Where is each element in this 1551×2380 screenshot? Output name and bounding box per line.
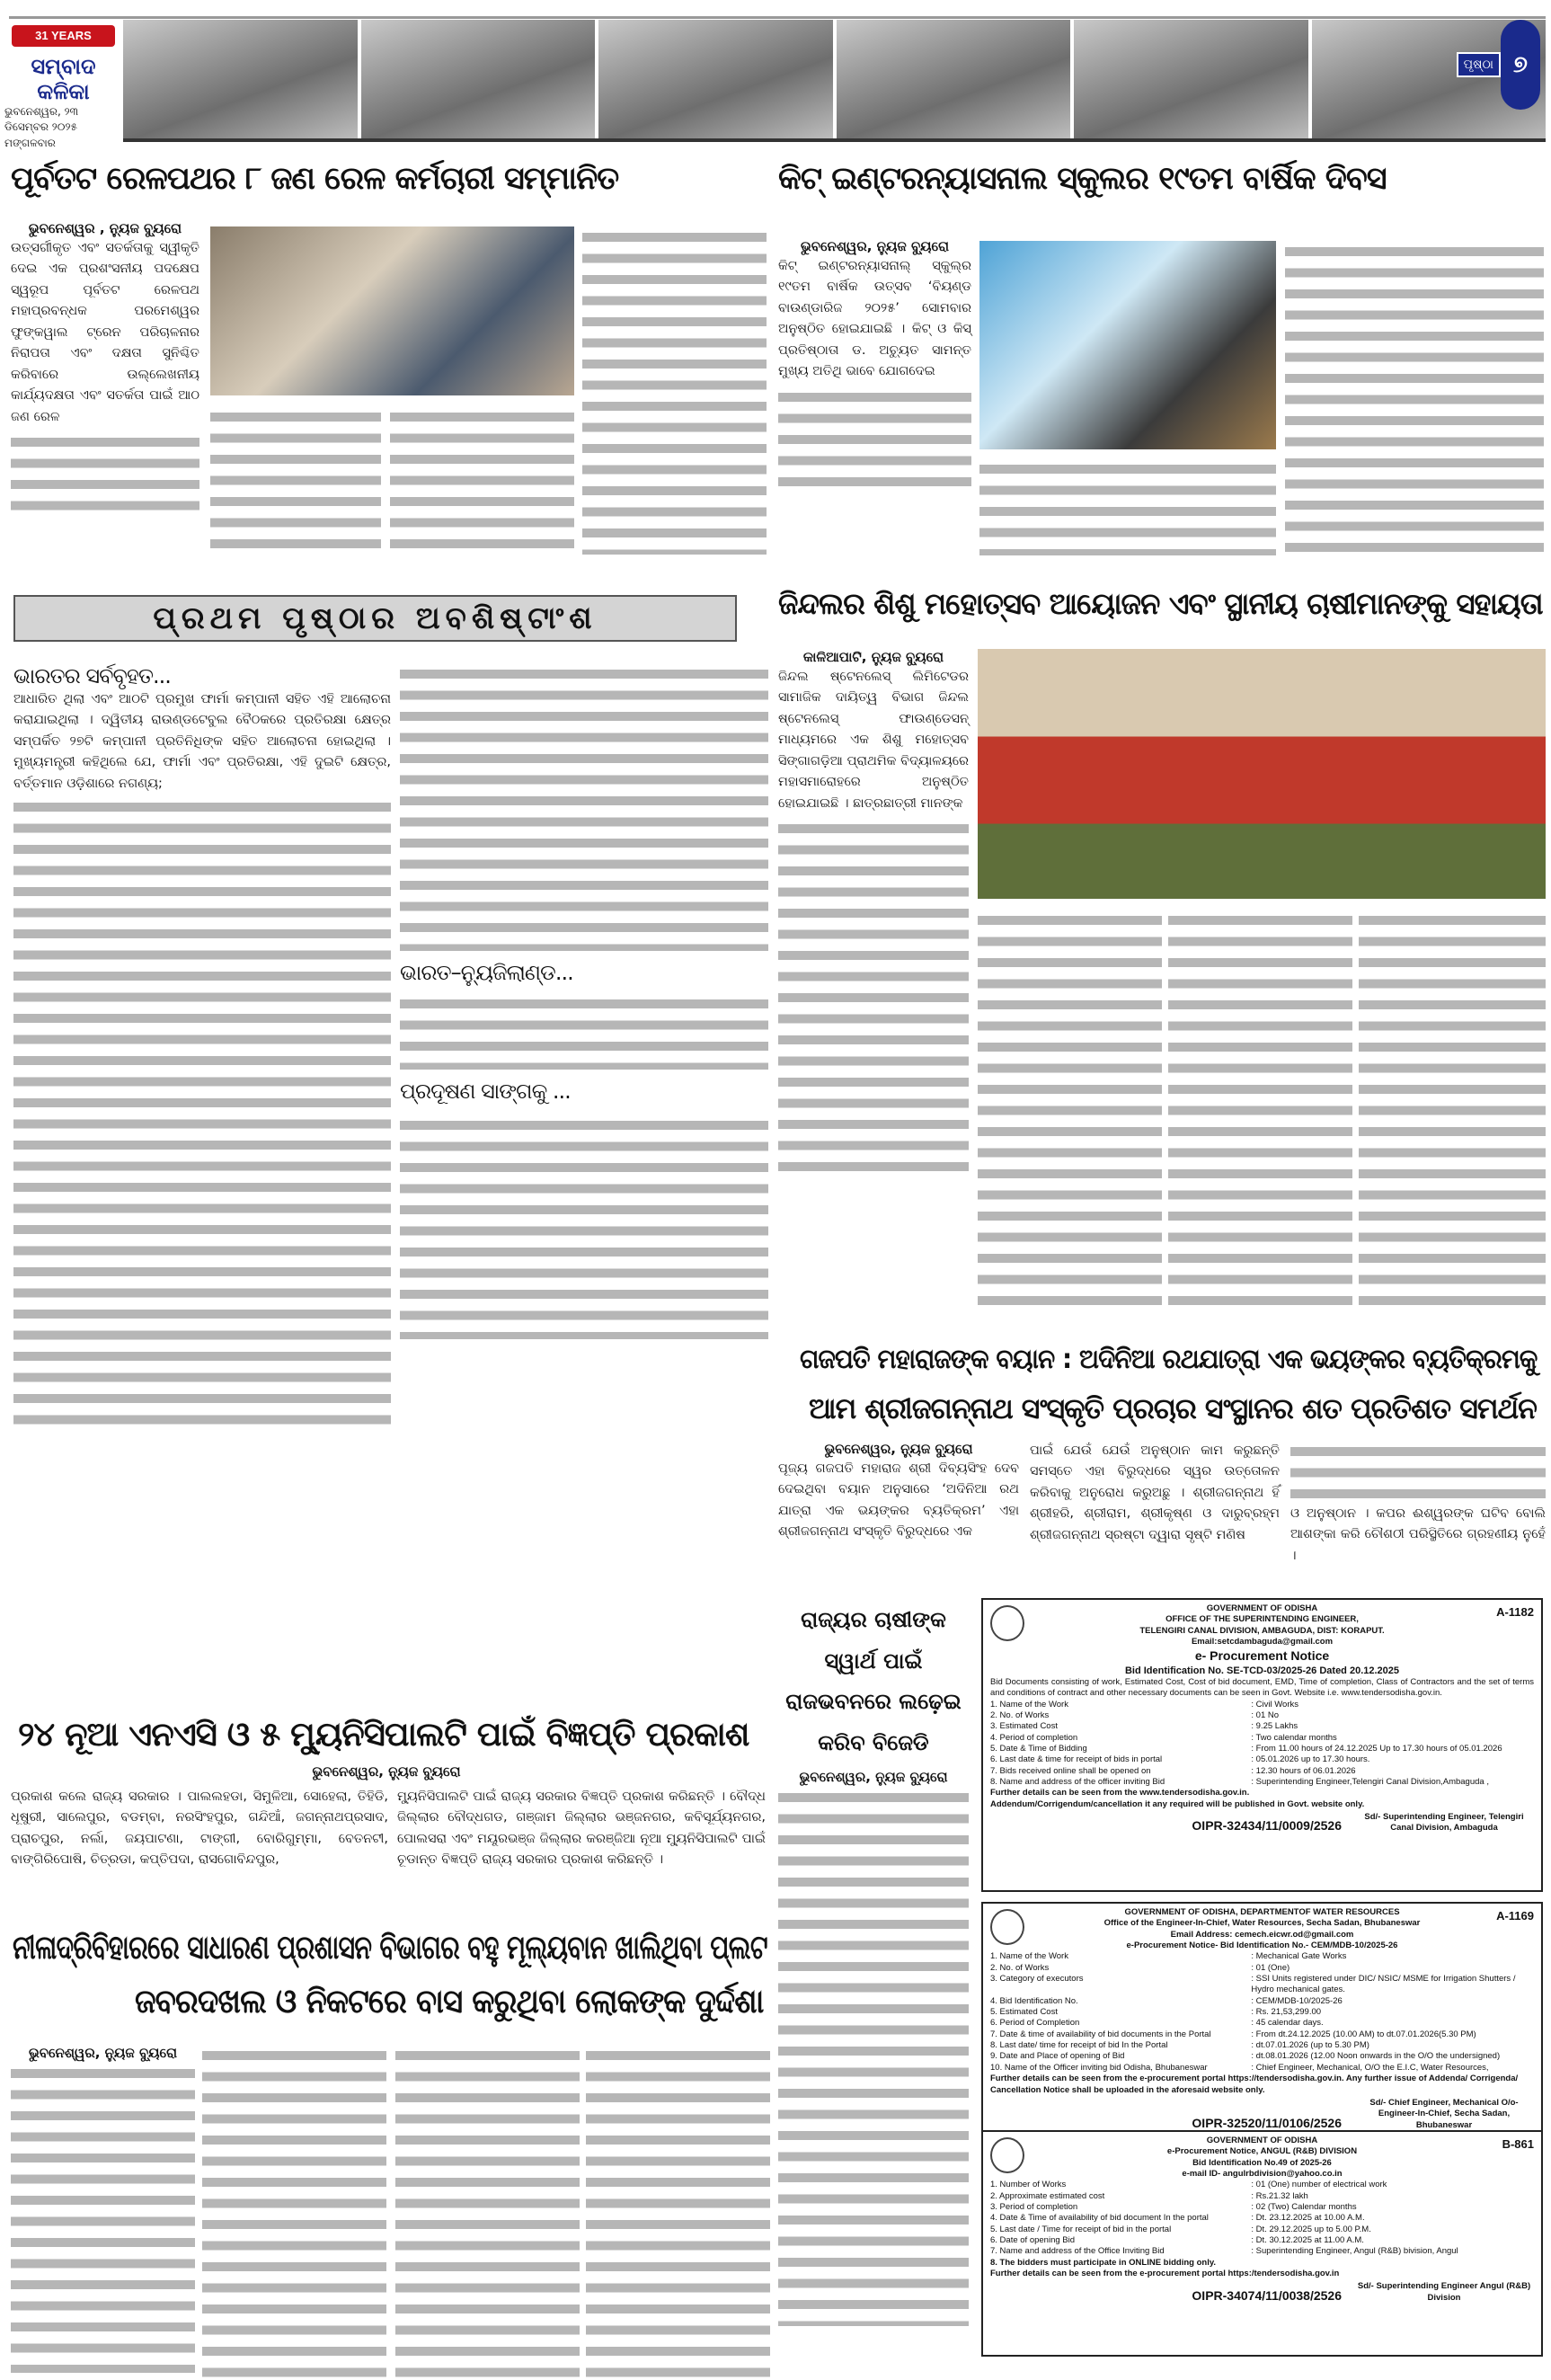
ad-row-label: 7. Date & time of availability of bid documents in the Portal [990,2029,1211,2039]
tender-notice [981,1598,1543,1892]
nac-byline: ଭୁବନେଶ୍ୱର, ନ୍ୟୁଜ ବ୍ୟୁରୋ [312,1763,461,1780]
gajapati-body-3: ଓ ଅନୁଷ୍ଠାନ । କପର ଈଶ୍ୱରଙ୍କ ଘଟିବ ବୋଲି ଆଶଙ୍କା କରି ଚୌଶଠୀ ପରିସ୍ଥିତିରେ ଗ୍ରହଣୀୟ ନୁହେଁ । [1290,1506,1546,1563]
rail-award-photo [210,226,574,395]
page-number: ୭ [1501,20,1540,110]
tender-notice [981,2130,1543,2357]
weaving-photo [361,20,596,138]
ad-row-value: : Mechanical Gate Works [1251,1951,1347,1962]
gajapati-body-1: ପୂଜ୍ୟ ଗଜପତି ମହାରାଜ ଶ୍ରୀ ଦିବ୍ୟସିଂହ ଦେବ ଦେଇଥିବା ବୟାନ ଅନୁସାରେ ‘ଅଦିନିଆ ରଥ ଯାତ୍ରା ଏକ ଭୟଙ୍କର ବ୍ୟତିକ୍ରମ’ ଏହା ଶ୍ରୀଜଗନ୍ନାଥ ସଂସ୍କୃତି ବିରୁଦ୍ଧରେ ଏକ [778,1461,1019,1540]
continuation-text-lines [13,796,391,1425]
odisha-emblem-icon [990,1909,1024,1945]
jindal-byline: କାଳିଆପାଟି, ନ୍ୟୁଜ ବ୍ୟୁରୋ [802,649,944,665]
niladri-col4 [586,2045,770,2377]
kiit-headline: କିଟ୍ ଇଣ୍ଟରନ୍ୟାସନାଲ ସ୍କୁଲର ୧୯ତମ ବାର୍ଷିକ ଦିବସ [778,161,1387,197]
nac-body-1: ପ୍ରକାଶ କଲେ ରାଜ୍ୟ ସରକାର । ପାଲଲହଡା, ସିମୁଳିଆ, ସୋହେଲା, ତିହିଡି, ଧୂଷୁରୀ, ସାଲେପୁର, ବଡମ୍ବା, ନରସିଂହପୁର, ଗନ୍ଦିଆଁ, ଜଗନ୍ନାଥପ୍ରସାଦ, ପ୍ରାଚପୁର, ନର୍ଲା, ଜୟପାଟଣା, ଟାଙ୍ଗୀ, ବୋରିଗୁମ୍ମା, ବେତନଟୀ, ବାଙ୍ଗିରିପୋଷି, ଚିତ୍ରଡା, କପ୍ତିପଦା, ରାସଗୋବିନ୍ଦପୁର, [11,1789,388,1868]
odisha-emblem-icon [990,1605,1024,1641]
niladri-col3 [395,2045,580,2377]
ad-row [990,2213,1534,2224]
ad-header-line: e-Procurement Notice- Bid Identification No.- CEM/MDB-10/2025-26 [1126,1940,1398,1951]
ad-row-value: : CEM/MDB-10/2025-26 [1251,1995,1343,2006]
ad-row-label: 5. Estimated Cost [990,2007,1058,2018]
page-label: ପୃଷ୍ଠା [1457,52,1501,77]
gajapati-text-lines [1290,1441,1546,1504]
ad-row-label: 10. Name of the Officer inviting bid Odisha, Bhubaneswar [990,2062,1208,2073]
kiit-byline: ଭୁବନେଶ୍ୱର, ନ୍ୟୁଜ ବ୍ୟୁରୋ [800,238,949,254]
ad-row-value: : Two calendar months [1251,1732,1337,1743]
ad-row-value: : SSI Units registered under DIC/ NSIC/ MSME for Irrigation Shutters / Hydro mechanical gates. [1251,1974,1516,1995]
ad-header-line: GOVERNMENT OF ODISHA [1206,2136,1318,2145]
ad-row [990,2018,1534,2029]
ad-header-line: OFFICE OF THE SUPERINTENDING ENGINEER, [1165,1614,1359,1625]
ad-row [990,1733,1534,1744]
rail-body-col4 [582,226,767,555]
continuation-subhead-3: ପ୍ରଦୂଷଣ ସାଙ୍ଗକୁ ... [400,1079,571,1104]
gajapati-byline: ଭୁବନେଶ୍ୱର, ନ୍ୟୁଜ ବ୍ୟୁରୋ [824,1441,973,1457]
gajapati-col1 [778,1441,1019,1543]
temple-photo [123,20,358,138]
ad-row-label: 4. Period of completion [990,1732,1078,1743]
ad-row [990,1974,1534,1996]
ad-row [990,1744,1534,1754]
ad-row-label: 1. Name of the Work [990,1951,1068,1962]
continuation-text-lines-4 [400,1115,768,1339]
jindal-headline: ଜିନ୍ଦଲର ଶିଶୁ ମହୋତ୍ସବ ଆୟୋଜନ ଏବଂ ସ୍ଥାନୀୟ ଚାଷୀମାନଙ୍କୁ ସହାୟତା [778,586,1543,621]
ad-header-line: Email:setcdambaguda@gmail.com [1191,1637,1334,1647]
niladri-col1 [11,2045,195,2373]
ad-row-label: 8. Name and address of the officer inviting Bid [990,1776,1165,1787]
ad-row [990,2063,1534,2074]
children-photo [598,20,833,138]
ad-row-label: 6. Period of Completion [990,2018,1080,2029]
ad-footer: Further details can be seen from the e-procurement portal https:/tendersodisha.gov.in [990,2269,1340,2279]
women-photo [1074,20,1308,138]
ad-row-value: : Rs.21.32 lakh [1251,2190,1308,2201]
ad-row [990,2029,1534,2040]
ad-row [990,2051,1534,2062]
ad-header-line: TELENGIRI CANAL DIVISION, AMBAGUDA, DIST: KORAPUT. [1139,1625,1385,1636]
ad-row [990,1710,1534,1721]
ad-row [990,2040,1534,2051]
ad-row-value: : From 11.00 hours of 24.12.2025 Up to 17.30 hours of 05.01.2026 [1251,1743,1502,1754]
niladri-text-lines [11,2063,195,2373]
ad-row [990,2202,1534,2213]
ad-row-label: 3. Period of completion [990,2202,1078,2213]
ad-row-value: : 05.01.2026 up to 17.30 hours. [1251,1754,1370,1765]
ad-row-value: : 12.30 hours of 06.01.2026 [1251,1765,1356,1776]
bjd-article [778,1600,969,2326]
bjd-byline: ଭୁବନେଶ୍ୱର, ନ୍ୟୁଜ ବ୍ୟୁରୋ [799,1769,948,1786]
rail-article [11,220,199,521]
ad-row-label: 1. Number of Works [990,2180,1067,2190]
rail-body: ଉତ୍ସର୍ଗୀକୃତ ଏବଂ ସତର୍କତାକୁ ସ୍ୱୀକୃତି ଦେଇ ଏକ ପ୍ରଶଂସନୀୟ ପଦକ୍ଷେପ ସ୍ୱରୂପ ପୂର୍ବତଟ ରେଳପଥ ମହାପ୍ରବନ୍ଧକ ପରମେଶ୍ୱର ଫୁଙ୍କୱାଲ ଟ୍ରେନ ପରିଚାଳନାର ନିରାପତା ଏବଂ ଦକ୍ଷତା ସୁନିଶ୍ଚିତ କରିବାରେ ଉଲ୍ଲେଖନୀୟ କାର୍ଯ୍ୟଦକ୍ଷତା ଏବଂ ସତର୍କତା ପାଇଁ ଆଠ ଜଣ ରେଳ [11,241,199,424]
ad-row-label: 4. Date & Time of availability of bid document In the portal [990,2213,1209,2224]
ad-footer: Further details can be seen from the e-procurement portal https://tendersodisha.gov.in. Any further issue of Addenda/ Corrigenda/ Cancellation Notice shall be uploaded in the aforesaid website only. [990,2074,1519,2095]
tender-notice [981,1902,1543,2136]
date-line: ଭୁବନେଶ୍ୱର, ୨୩ ଡିସେମ୍ବର ୨୦୨୫ ମଙ୍ଗଳବାର [4,104,120,151]
rail-body-col3 [390,406,574,555]
ad-signature: Sd/- Superintending Engineer Angul (R&B) Division [1357,2281,1531,2303]
ad-oipr: OIPR-32520/11/0106/2526 [1192,2115,1342,2130]
gajapati-headline-2: ଆମ ଶ୍ରୀଜଗନ୍ନାଥ ସଂସ୍କୃତି ପ୍ରଚାର ସଂସ୍ଥାନର ଶତ ପ୍ରତିଶତ ସମର୍ଥନ [809,1391,1537,1425]
ad-row-label: 6. Date of opening Bid [990,2235,1076,2246]
ad-header-line: e-mail ID- angulrbdivision@yahoo.co.in [1182,2169,1343,2180]
bjd-headline: ରାଜ୍ୟର ଚାଷୀଙ୍କ ସ୍ୱାର୍ଥ ପାଇଁ ରାଜଭବନରେ ଲଢ଼େଇ କରିବ ବିଜେଡି [785,1607,962,1755]
ad-footer: Addendum/Corrigendum/cancellation it any required will be published in Govt. website only. [990,1798,1365,1809]
odisha-emblem-icon [990,2137,1024,2173]
anniversary-ribbon: 31 YEARS [12,25,115,47]
ad-oipr: OIPR-34074/11/0038/2526 [1192,2287,1342,2303]
kiit-article [778,238,971,494]
rail-body-text-lines [11,431,199,521]
ad-row [990,1700,1534,1710]
rail-byline: ଭୁବନେଶ୍ୱର , ନ୍ୟୁଜ ବ୍ୟୁରୋ [28,220,182,236]
ad-row-label: 4. Bid Identification No. [990,1995,1078,2006]
ad-row-label: 3. Category of executors [990,1974,1084,1985]
nac-body-2: ମ୍ୟୁନିସିପାଲଟି ପାଇଁ ରାଜ୍ୟ ସରକାର ବିଜ୍ଞପ୍ତି ପ୍ରକାଶ କରିଛନ୍ତି । ବୌଦ୍ଧ ଜିଲ୍ଲାର ବୌଦ୍ଧଗଡ, ଗଞ୍ଜାମ ଜିଲ୍ଲାର ଭଞ୍ଜନଗର, କବିସୂର୍ଯ୍ୟନଗର, ପୋଲସରା ଏବଂ ମୟୂରଭଞ୍ଜ ଜିଲ୍ଲାର କରଞ୍ଜିଆ ନୂଆ ମ୍ୟୁନିସିପାଲଟି ପାଇଁ ଚୂଡାନ୍ତ ବିଜ୍ଞପ୍ତି ରାଜ୍ୟ ସରକାର ପ୍ରକାଶ କରିଛନ୍ତି । [397,1789,766,1868]
ad-row-value: : 45 calendar days. [1251,2018,1324,2029]
ad-oipr: OIPR-32434/11/0009/2526 [1192,1818,1342,1834]
ad-row-value: : dt.08.01.2026 (12.00 Noon onwards in the O/O the undersigned) [1251,2051,1501,2062]
gajapati-col3 [1290,1441,1546,1567]
ad-row-value: : Superintending Engineer, Angul (R&B) bivision, Angul [1251,2246,1458,2257]
ad-row [990,1777,1534,1788]
ad-row-value: : Superintending Engineer,Telengiri Canal Division,Ambaguda , [1251,1776,1489,1787]
ad-code: A-1169 [1496,1909,1534,1923]
jindal-col4 [1359,910,1546,1314]
gajapati-col2 [1030,1441,1280,1546]
ad-row [990,1996,1534,2007]
masthead-photo-strip [123,20,1546,142]
bjd-text-lines [778,1787,969,2326]
ad-row [990,1721,1534,1732]
ad-row [990,2007,1534,2018]
ad-header-line: e-Procurement Notice, ANGUL (R&B) DIVISION [1166,2146,1358,2157]
ad-row-label: 9. Date and Place of opening of Bid [990,2051,1125,2062]
kiit-body-col3 [1285,241,1544,555]
rail-body-col2 [210,406,381,555]
niladri-headline-2: ଜବରଦଖଲ ଓ ନିକଟରେ ବାସ କରୁଥିବା ଲୋକଙ୍କ ଦୁର୍ଦ୍ଦଶା [135,1982,764,2020]
ad-row-label: 5. Date & Time of Bidding [990,1743,1087,1754]
ad-header-line: GOVERNMENT OF ODISHA, DEPARTMENTOF WATER RESOURCES [1124,1907,1400,1917]
ad-code: A-1182 [1496,1605,1534,1619]
ad-code: B-861 [1502,2137,1534,2151]
ad-footer: 8. The bidders must participate in ONLINE bidding only. [990,2257,1217,2268]
ad-header-line: GOVERNMENT OF ODISHA [1206,1603,1318,1613]
ad-title: e- Procurement Notice [1194,1648,1330,1664]
nac-headline: ୨୪ ନୂଆ ଏନଏସି ଓ ୫ ମ୍ୟୁନିସିପାଲଟି ପାଇଁ ବିଜ୍ଞପ୍ତି ପ୍ରକାଶ [18,1715,749,1754]
continuation-text-lines-3 [400,993,768,1070]
continuation-body-1: ଆଧାରିତ ଥିଲା ଏବଂ ଆଠଟି ପ୍ରମୁଖ ଫାର୍ମା କମ୍ପାନୀ ସହିତ ଏହି ଆଲୋଚନା କରାଯାଇଥିଲା । ଦ୍ୱିତୀୟ ରାଉଣ୍ଡଟେବୁଲ ବୈଠକରେ ପ୍ରତିରକ୍ଷା କ୍ଷେତ୍ର ସମ୍ପର୍କିତ ୨୭ଟି କମ୍ପାନୀ ପ୍ରତିନିଧିଙ୍କ ସହିତ ଆଲୋଚନା ହୋଇଥିଲା । ମୁଖ୍ୟମନ୍ତ୍ରୀ କହିଥିଲେ ଯେ, ଫାର୍ମା ଏବଂ ପ୍ରତିରକ୍ଷା, ଏହି ଦୁଇଟି କ୍ଷେତ୍ର, ବର୍ତ୍ତମାନ ଓଡ଼ିଶାରେ ନଗଣ୍ୟ; [13,691,391,791]
ad-row-value: : 01 No [1251,1710,1280,1720]
niladri-byline: ଭୁବନେଶ୍ୱର, ନ୍ୟୁଜ ବ୍ୟୁରୋ [28,2045,177,2061]
rail-headline: ପୂର୍ବତଟ ରେଳପଥର ୮ ଜଣ ରେଳ କର୍ମଚାରୀ ସମ୍ମାନିତ [11,161,619,197]
ad-header-line: Email Address: cemech.eicwr.od@gmail.com [1170,1929,1354,1940]
ad-row-label: 2. No. of Works [990,1710,1050,1720]
niladri-headline-1: ନୀଳାଦ୍ରିବିହାରରେ ସାଧାରଣ ପ୍ରଶାସନ ବିଭାଗର ବହୁ ମୂଲ୍ୟବାନ ଖାଲିଥିବା ପ୍ଲଟ [13,1928,767,1967]
ad-row-value: : 01 (One) [1251,1962,1290,1973]
ad-row-value: : 9.25 Lakhs [1251,1721,1298,1732]
jindal-body: ଜିନ୍ଦଲ ଷ୍ଟେନଲେସ୍ ଲିମିଟେଡର ସାମାଜିକ ଦାୟିତ୍ୱ ବିଭାଗ ଜିନ୍ଦଲ ଷ୍ଟେନଲେସ୍ ଫାଉଣ୍ଡେସନ୍ ମାଧ୍ୟମରେ ଏକ ଶିଶୁ ମହୋତ୍ସବ ସିଙ୍ଗାଗଡ଼ିଆ ପ୍ରାଥମିକ ବିଦ୍ୟାଳୟରେ ମହାସମାରୋହରେ ଅନୁଷ୍ଠିତ ହୋଇଯାଇଛି । ଛାତ୍ରଛାତ୍ରୀ ମାନଙ୍କ [778,670,969,811]
ad-row-value: : 02 (Two) Calendar months [1251,2202,1357,2213]
ad-row-value: : Civil Works [1251,1699,1298,1710]
niladri-col2 [202,2045,386,2377]
ad-row [990,1754,1534,1765]
continuation-text-lines-2 [400,663,768,951]
ad-row [990,1963,1534,1974]
jindal-text-lines [778,818,969,1177]
page-number-badge [1457,20,1540,110]
ad-row-label: 7. Bids received online shall be opened on [990,1765,1151,1776]
ad-row-label: 2. No. of Works [990,1962,1050,1973]
ad-row-value: : Chief Engineer, Mechanical, O/O the E.I.C, Water Resources, [1251,2062,1489,2073]
continuation-subhead-1: ଭାରତର ସର୍ବବୃହତ... [13,663,171,688]
gajapati-headline-1: ଗଜପତି ମହାରାଜଙ୍କ ବୟାନ : ଅଦିନିଆ ରଥଯାତ୍ରା ଏକ ଭୟଙ୍କର ବ୍ୟତିକ୍ରମକୁ [800,1344,1538,1375]
ad-row-value: : 01 (One) number of electrical work [1251,2180,1387,2190]
continuation-subhead-2: ଭାରତ–ନ୍ୟୁଜିଲାଣ୍ଡ... [400,960,573,985]
ad-row-value: : dt.07.01.2026 (up to 5.30 PM) [1251,2040,1369,2051]
masthead-logo [7,18,120,108]
ad-row [990,2235,1534,2246]
art-photo [837,20,1071,138]
continuation-col1 [13,663,391,1425]
continuation-banner: ପ୍ରଥମ ପୃଷ୍ଠାର ଅବଶିଷ୍ଟାଂଶ [13,595,737,642]
ad-row-label: 2. Approximate estimated cost [990,2190,1105,2201]
ad-row-value: : Dt. 23.12.2025 at 10.00 A.M. [1251,2213,1365,2224]
ad-row-label: 8. Last date/ time for receipt of bid In the Portal [990,2040,1168,2051]
kiit-body: କିଟ୍ ଇଣ୍ଟରନ୍ୟାସନାଲ୍ ସ୍କୁଲ୍ର ୧୯ତମ ବାର୍ଷିକ ଉତ୍ସବ ‘ବିୟଣ୍ଡ ବାଉଣ୍ଡାରିଜ ୨୦୨୫’ ସୋମବାର ଅନୁଷ୍ଠିତ ହୋଇଯାଇଛି । କିଟ୍ ଓ କିସ୍ ପ୍ରତିଷ୍ଠାତା ଡ. ଅଚ୍ୟୁତ ସାମନ୍ତ ମୁଖ୍ୟ ଅତିଥି ଭାବେ ଯୋଗଦେଇ [778,259,971,379]
ad-header-line: Bid Identification No.49 of 2025-26 [1192,2157,1332,2168]
ad-footer: Further details can be seen from the www.tendersodisha.gov.in. [990,1788,1250,1798]
ad-bid-id: Bid Identification No. SE-TCD-03/2025-26 Dated 20.12.2025 [1124,1665,1400,1676]
gajapati-body-2: ପାଇଁ ଯେଉଁ ଯେଉଁ ଅନୁଷ୍ଠାନ କାମ କରୁଛନ୍ତି ସମସ୍ତେ ଏହା ବିରୁଦ୍ଧରେ ସ୍ୱର ଉତ୍ତୋଳନ କରିବାକୁ ଅନୁରୋଧ କରୁଅଛୁ । ଶ୍ରୀଜଗନ୍ନାଥ ହିଁ ଶ୍ରୀହରି, ଶ୍ରୀରାମ, ଶ୍ରୀକୃଷ୍ଣ ଓ ଦାରୁବ୍ରହ୍ମ ଶ୍ରୀଜଗନ୍ନାଥ ସ୍ରଷ୍ଟା ଦ୍ୱାରା ସୃଷ୍ଟି ମଣିଷ [1030,1443,1280,1542]
jindal-article [778,649,969,1177]
ad-row [990,2191,1534,2202]
paper-name: ସମ୍ବାଦ କଳିକା [31,54,96,104]
jindal-festival-photo [978,649,1546,899]
ad-row-value: : From dt.24.12.2025 (10.00 AM) to dt.07.01.2026(5.30 PM) [1251,2029,1476,2039]
ad-row [990,2225,1534,2235]
ad-intro: Bid Documents consisting of work, Estimated Cost, Cost of bid document, EMD, Time of completion, Class of Contractors and the set of terms and conditions of contract and other necessary documents can be seen in Govt. Website i.e. www.tendersodisha.gov.in. [990,1676,1534,1699]
ad-row-label: 3. Estimated Cost [990,1721,1058,1732]
kiit-body-text-lines [778,386,971,494]
kiit-body-col2 [979,458,1276,555]
ad-row [990,1951,1534,1962]
ad-signature: Sd/- Superintending Engineer, Telengiri Canal Division, Ambaguda [1364,1811,1524,1834]
masthead-rule [9,16,1546,19]
ad-row [990,1766,1534,1777]
ad-row [990,2180,1534,2190]
kiit-event-photo [979,241,1276,449]
ad-header-line: Office of the Engineer-In-Chief, Water Resources, Secha Sadan, Bhubaneswar [1103,1918,1421,1929]
ad-row-label: 6. Last date & time for receipt of bids in portal [990,1754,1163,1765]
ad-row-value: : Dt. 29.12.2025 up to 5.00 P.M. [1251,2224,1371,2234]
ad-row-value: : Dt. 30.12.2025 at 11.00 A.M. [1251,2235,1364,2246]
ad-signature: Sd/- Chief Engineer, Mechanical O/o- Engineer-In-Chief, Secha Sadan, Bhubaneswar [1369,2097,1519,2130]
ad-row-value: : Rs. 21,53,299.00 [1251,2007,1322,2018]
jindal-col2 [978,910,1162,1314]
ad-row-label: 7. Name and address of the Office Inviting Bid [990,2246,1165,2257]
ad-row-label: 5. Last date / Time for receipt of bid in the portal [990,2224,1172,2234]
jindal-col3 [1168,910,1352,1314]
ad-row-label: 1. Name of the Work [990,1699,1068,1710]
ad-row [990,2246,1534,2257]
